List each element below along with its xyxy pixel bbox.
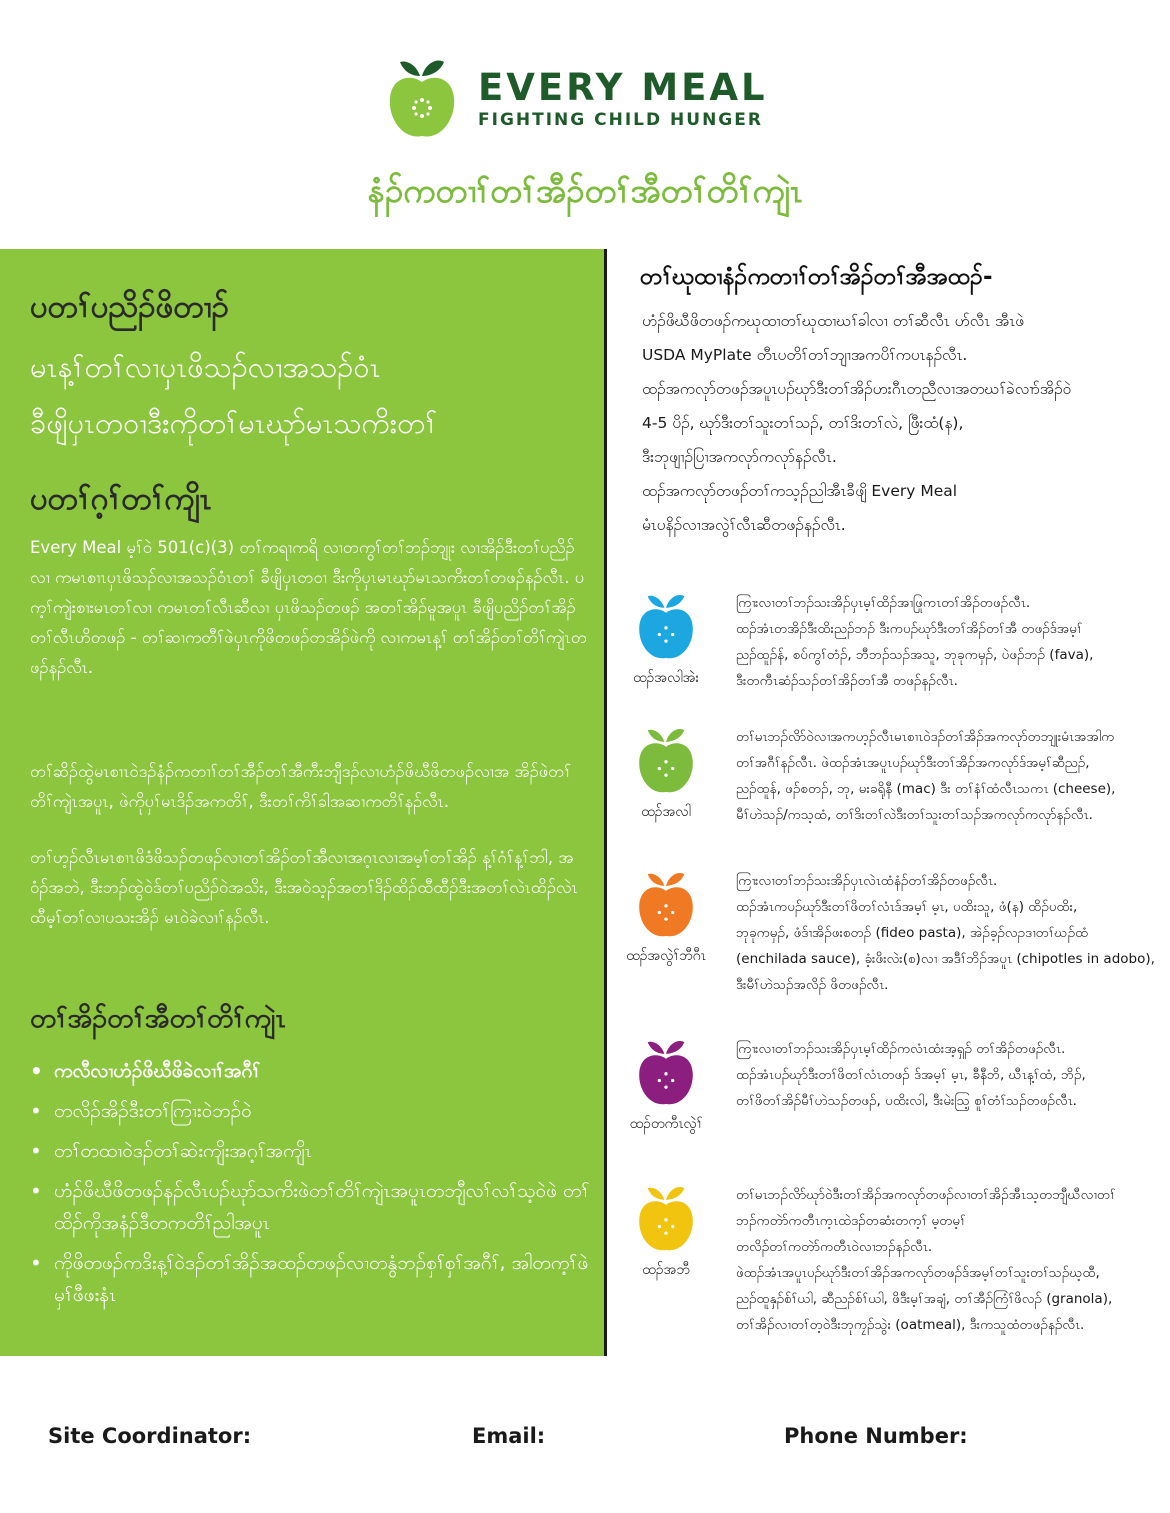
about-heading: ပတၢ်ဂ့ၢ်တၢ်ကျိၤ	[30, 481, 212, 517]
list-item: • ကိုဖိတဖၣ်ကဒိးန့ၢ်ဝဲဒၣ်တၢ်အိၣ်အထၣ်တဖၣ်လၢတနွံဘၣ်စှၢ်စှၢ်အဂီၢ်, အါတက့ၢ်ဖဲမှၢ်ဖီဖးနံၤ	[30, 1247, 590, 1311]
purple-apple-icon	[636, 1036, 696, 1110]
desc-line: ကြၢးလၢတၢ်ဘၣ်သးအိၣ်ပှၤမ့ၢ်ထိၣ်အၢဖြုကၤတၢ်အိၣ်တဖၣ်လီၤ.	[736, 595, 1031, 611]
food-options-title: တၢ်ဃုထၢနံၣ်ကတၢၢ်တၢ်အိၣ်တၢ်အီအထၣ်-	[640, 264, 993, 290]
brand-tagline: FIGHTING CHILD HUNGER	[478, 110, 763, 130]
email-label: Email:	[472, 1424, 546, 1448]
intro-line: ဒီးဘုဖျၢၣ်ပြၢအကလုာ်ကလုာ်နၣ်လီၤ.	[642, 448, 837, 466]
food-item-label: ထၣ်အဘီ	[642, 1262, 690, 1278]
food-item-label: ထၣ်အလါ	[641, 804, 691, 820]
desc-line: ကြၢးလၢတၢ်ဘၣ်သးအိၣ်ပှၤမ့ၢ်ထိၣ်ကလံၤထံးအ့ရှၣ် တၢ်အိၣ်တဖၣ်လီၤ.	[736, 1041, 1066, 1057]
desc-line: ထၣ်အံၤပၣ်ဃုာ်ဒီးတၢ်ဖိတၢ်လံၤတဖၣ် ဒ်အမ့ၢ် မ့ၤ, ခီနီဘိ, ဃီၤန့ၢ်ထံ, ဘိၣ်,	[736, 1067, 1086, 1083]
about-paragraph-1: Every Meal မ့ၢ်ဝဲ 501(c)(3) တၢ်ကရၢကရိ လၢတကွၢ်တၢ်ဘၣ်ဘျုး လၢအိၣ်ဒီးတၢ်ပညိၣ်လၢ ကမၤစၢၤပှၤဖိသၣ်လၢအသၣ်ဝံၤတၢ် ခီဖျိပှၤတဝၢ ဒီးကိုပှၤမၤဃုာ်မၤသကိးတၢ်တဖၣ်နၣ်လီၤ. ပက့ၢ်ကျဲးစၢးမၤတၢ်လၢ ကမၤတၢ်လီၤဆီလၢ ပှၤဖိသၣ်တဖၣ် အတၢ်အိၣ်မူအပူၤ ခီဖျိပညိၣ်တၢ်အိၣ် တၢ်လီၤဟိတဖၣ် - တၢ်ဆၢကတီၢ်ဖဲပှၤကိုဖိတဖၣ်တအိၣ်ဖဲကို လၢကမၤန့ၢ် တၢ်အိၣ်တၢ်တိၢ်ကျဲၤတဖၣ်နၣ်လီၤ.	[30, 538, 587, 677]
food-item-description	[736, 1182, 1164, 1338]
green-apple-icon	[636, 724, 696, 798]
program-heading: တၢ်အိၣ်တၢ်အီတၢ်တိၢ်ကျဲၤ	[30, 1003, 286, 1034]
food-item-description	[736, 724, 1164, 828]
desc-line: ဖဲထၣ်အံၤအပူၤပၣ်ဃုာ်ဒီးတၢ်အိၣ်အကလုာ်တဖၣ်ဒ်အမ့ၢ်တၢ်သူးတၢ်သၣ်ဃ့ထီ,	[736, 1265, 1100, 1281]
desc-line: တၢ်မၤဘၣ်လိာ်ဃုာ်ဝဲဒီးတၢ်အိၣ်အကလုာ်တဖၣ်လၢတၢ်အိၣ်အီၤသ့တဘျီဃီလၢတၢ်	[736, 1187, 1116, 1203]
desc-line: ထၣ်အံၤကပၣ်ဃုာ်ဒီးတၢ်ဖိတၢ်လံၤဒ်အမ့ၢ် မ့ၤ, ပထိးသူ, ဖံ(န) ထိၣ်ပထိး,	[736, 899, 1078, 915]
about-paragraph-3: တၢ်ဟ့ၣ်လီၤမၤစၢၤဖိဒံဖိသၣ်တဖၣ်လၢတၢ်အိၣ်တၢ်အီလၢအဂ့ၤလၢအမ့ၢ်တၢ်အိၣ် န့ၢ်ဂံၢ်န့ၢ်ဘါ, အဝံၣ်အဘဲ, ဒီးဘၣ်ထွဲဝဲဒ်တၢ်ပညိၣ်ဝဲအသိး, ဒီးအဝဲသ့ၣ်အတၢ်ဒိၣ်ထိၣ်ထီထီၣ်ဒီးအတၢ်လဲၤထိၣ်လဲၤထီမ့ၢ်တၢ်လၢပသးအိၣ် မၤဝဲခဲလၢၢ်နၣ်လီၤ.	[30, 848, 578, 927]
desc-line: တၢ်ဖိတၢ်အိၣ်မီၢ်ဟဲသၣ်တဖၣ်, ပထိးလါ, ဒီးမဲးဩ့ စူၢ်တံၢ်သၣ်တဖၣ်လီၤ.	[736, 1093, 1077, 1109]
food-item-label: ထၣ်အလွဲၢ်ဘီဂီၤ	[626, 948, 706, 964]
phone-number-label: Phone Number:	[784, 1424, 968, 1448]
intro-line: ထၣ်အကလုာ်တဖၣ်တၢ်ကသ့ၣ်ညါအီၤခီဖျိ Every Meal	[642, 482, 958, 500]
desc-line: ကြၢးလၢတၢ်ဘၣ်သးအိၣ်ပှၤလဲၤထံနံၣ်တၢ်အိၣ်တဖၣ်လီၤ.	[736, 873, 998, 889]
intro-line: ဟံၣ်ဖိဃီဖိတဖၣ်ကဃုထၢတၢ်ဃုထၢဃၢ်ခါလၢ တၢ်ဆီလီၤ ဟ်လီၤ အီၤဖဲ	[642, 312, 1024, 330]
desc-line: မီၢ်ဟဲသၣ်/ကသ့ထံ, တၢ်ဒိးတၢ်လဲဒီးတၢ်သူးတၢ်သၣ်အကလုာ်ကလုာ်နၣ်လီၤ.	[736, 807, 1093, 823]
program-bullet-list	[30, 1055, 590, 1319]
mission-heading: ပတၢ်ပညိၣ်ဖိတၢၣ်	[30, 289, 229, 325]
apple-logo-icon	[386, 56, 458, 142]
desc-line: ဒီးတကီၤဆံၣ်သၣ်တၢ်အိၣ်တၢ်အီ တဖၣ်နၣ်လီၤ.	[736, 673, 958, 689]
desc-line: ထၣ်အံၤတအိၣ်ဒီးထိးညၣ်ဘၣ် ဒီးကပၣ်ဃုာ်ဒီးတၢ်အိၣ်တၢ်အီ တဖၣ်ဒ်အမ့ၢ်	[736, 621, 1083, 637]
desc-line: ညၣ်ထူန်, ဖၣ်စတၣ်, ဘု, မးခရိုနီ (mac) ဒီး တၢ်နံၢ်ထံလီၤသကၤ (cheese),	[736, 781, 1116, 797]
intro-line: ထၣ်အကလုာ်တဖၣ်အပူၤပၣ်ဃုာ်ဒီးတၢ်အိၣ်ဟးဂီၤတညီလၢအတဃၢ်ခဲလၢာ်အိၣ်ဝဲ	[642, 380, 1072, 398]
list-item: • တလိၣ်အိၣ်ဒီးတၢ်ကြၢးဝဲဘၣ်ဝဲ	[30, 1095, 590, 1127]
brand-name: EVERY MEAL	[478, 66, 768, 109]
desc-line: တၢ်မၤဘၣ်လိာ်ဝဲလၢအကဟ့ၣ်လီၤမၤစၢၤဝဲဒၣ်တၢ်အိၣ်အကလုာ်တဘျုးမံၤအအါက	[736, 729, 1115, 745]
desc-line: ဘုခုကမှၣ်, ဖံဒ်ၢအိၣ်ဖးစတၣ် (fideo pasta), အဲၣ်ခ့ၣ်လၣဒၢတၢ်ဃၣ်ထံ	[736, 925, 1089, 941]
list-item: • ဟံၣ်ဖိဃီဖိတဖၣ်နၣ်လီၤပၣ်ဃုာ်သကိးဖဲတၢ်တိၢ်ကျဲၤအပူၤတဘျီလၢ်လၢ်သ့ဝဲဖဲ တၢ်ထိၣ်ကိုအနံၣ်ဒီတကတိၢ်ညါအပူၤ	[30, 1175, 590, 1239]
desc-line: တလိၣ်တၢ်ကတဲာ်ကတီၤဝဲလၢဘၣ်နၣ်လီၤ.	[736, 1239, 933, 1255]
food-item-label: ထၣ်အလါအဲး	[632, 670, 700, 686]
desc-line: ညၣ်ထူနှၣ်စ်ၢ်ယါ, ဆီညၣ်စ်ၢ်ယါ, ဖိဒီးမ့ၢ်အချံ, တၢ်အီၣ်ကြံၢ်ဖိလၣ် (granola),	[736, 1291, 1113, 1307]
about-paragraph-2: တၢ်ဆိၣ်ထွဲမၤစၢၤဝဲဒၣ်နံၣ်ကတၢၢ်တၢ်အီၣ်တၢ်အီကီးဘျီဒၣ်လၢဟံၣ်ဖိဃီဖိတဖၣ်လၢအ အိၣ်ဖဲတၢ်တိၢ်ကျဲၤအပူၤ, ဖဲကိုပှၢ်မၤဒိၣ်အကတိၢ်, ဒီးတၢ်ကိၢ်ခါအဆၢကတိၢ်နၣ်လီၤ.	[30, 762, 572, 811]
desc-line: တၢ်အိၣ်လၢတၢ်တ့ဝဲဒီးဘုကၠၣ်သွဲး (oatmeal), ဒီးကသူထံတဖၣ်နၣ်လီၤ.	[736, 1317, 1085, 1333]
column-divider	[604, 249, 607, 1356]
desc-line: (enchilada sauce), ခံ့းဖိးလဲး(စ)လၢ အဒီၢ်ဘိၣ်အပူၤ (chipotles in adobo),	[736, 951, 1155, 967]
list-item: • တၢ်တထၢဝဲဒၣ်တၢ်ဆဲးကျိးအဂ့ၢ်အကျိၤ	[30, 1135, 590, 1167]
desc-line: ဒီးမီၢ်ဟဲသၣ်အလိၣ် ဖိတဖၣ်လီၤ.	[736, 977, 889, 993]
desc-line: ဘၣ်ကတဲာ်ကတီၤက့ၤထဲဒၣ်တဆံးတက့ၢ် မ့တမ့ၢ်	[736, 1213, 966, 1229]
food-item-description	[736, 868, 1164, 998]
every-meal-logo	[386, 56, 806, 146]
site-coordinator-label: Site Coordinator:	[48, 1424, 252, 1448]
food-item-label: ထၣ်တကီၤလွဲၢ်	[629, 1116, 703, 1132]
food-item-description	[736, 1036, 1164, 1114]
list-item: • ကလီလၢဟံၣ်ဖိဃီဖိခဲလၢၢ်အဂီၢ်	[30, 1055, 590, 1087]
yellow-apple-icon	[636, 1182, 696, 1256]
intro-line: မံၤပနိၣ်လၢအလွဲၢ်လီၤဆီတဖၣ်နၣ်လီၤ.	[642, 516, 846, 534]
food-options-intro	[642, 304, 1157, 542]
orange-apple-icon	[636, 868, 696, 942]
blue-apple-icon	[636, 590, 696, 664]
mission-line-1: မၤန့ၢ်တၢ်လၢပှၤဖိသၣ်လၢအသၣ်ဝံၤ	[30, 350, 381, 384]
desc-line: တၢ်အဂီၢ်နၣ်လီၤ. ဖဲထၣ်အံၤအပူၤပၣ်ဃုာ်ဒီးတၢ်အိၣ်အကလုာ်ဒ်အမ့ၢ်ဆီညၣ်,	[736, 755, 1090, 771]
mission-line-2: ခီဖျိပှၤတဝၢဒီးကိုတၢ်မၤဃုာ်မၤသကိးတၢ်	[30, 406, 438, 440]
intro-line: USDA MyPlate တီၤပတိၢ်တၢ်ဘျၢအကပိၢ်ကပၤနၣ်လီၤ.	[642, 346, 968, 364]
page-title: နံၣ်ကတၢၢ်တၢ်အီၣ်တၢ်အီတၢ်တိၢ်ကျဲၤ	[367, 171, 803, 210]
left-info-panel	[0, 249, 604, 1356]
intro-line: 4-5 ပိၣ်, ဃုာ်ဒီးတၢ်သူးတၢ်သၣ်, တၢ်ဒိးတၢ်လဲ, ဖြီးထံ(န),	[642, 414, 964, 432]
desc-line: ညၣ်ထူၣ်န်, စပ်ကွၢ်တံၣ်, ဘီဘၣ်သၣ်အသူ, ဘုခုကမှၣ်, ပဲဖၣ်ဘၣ် (fava),	[736, 647, 1094, 663]
food-item-description	[736, 590, 1164, 694]
